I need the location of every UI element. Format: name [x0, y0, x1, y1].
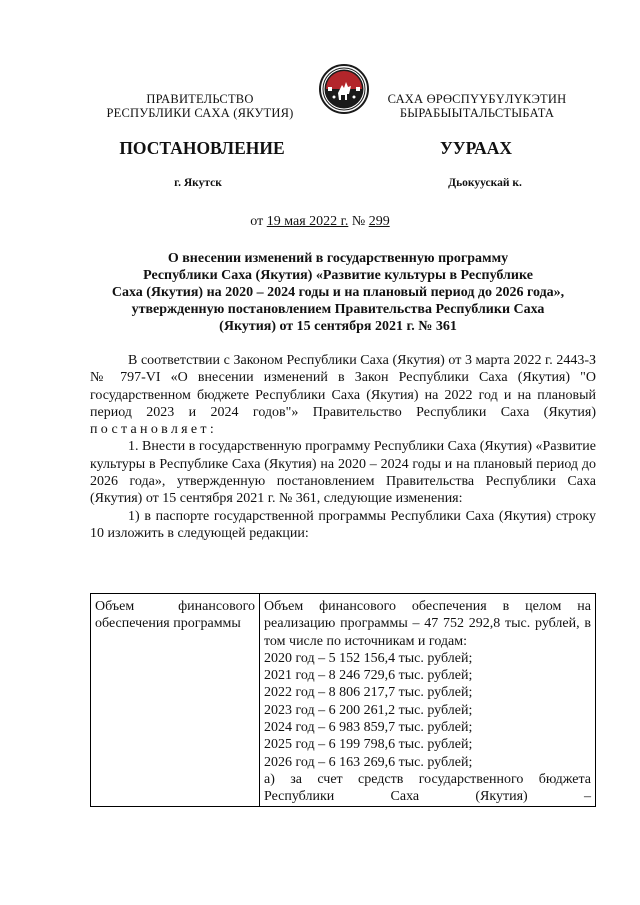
budget-source-line1: а) за счет средств государственного бюджета	[264, 771, 591, 787]
financing-table	[90, 593, 596, 807]
year-amount: 2024 год – 6 983 859,7 тыс. рублей;	[264, 720, 473, 736]
subject-line: (Якутия) от 15 сентября 2021 г. № 361	[219, 319, 457, 334]
city-yakut: Дьокуускай к.	[448, 177, 522, 189]
number-prefix: №	[351, 214, 366, 229]
header-left-line2: РЕСПУБЛИКИ САХА (ЯКУТИЯ)	[106, 106, 294, 120]
year-amount: 2020 год – 5 152 156,4 тыс. рублей;	[264, 650, 473, 666]
government-name-yakut	[372, 92, 582, 120]
document-type-russian: ПОСТАНОВЛЕНИЕ	[119, 138, 285, 158]
document-date: 19 мая 2022 г.	[266, 214, 349, 229]
table-cell-label	[91, 594, 260, 807]
date-prefix: от	[250, 214, 264, 229]
document-date-line	[0, 214, 640, 230]
document-subject	[88, 250, 588, 335]
year-amount: 2025 год – 6 199 798,6 тыс. рублей;	[264, 737, 473, 753]
preamble-text: В соответствии с Законом Республики Саха (Якутия) от 3 марта 2022 г. 2443-З № 797-VI «О внесении изменений в Закон Республики Саха (Якутия) "О государственном бюджете Республики Саха (Якутия) на 2022 год и на плановый период 2023 и 2024 годов"» Правительство Республики Саха (Якутия)	[90, 353, 596, 420]
financing-intro: Объем финансового обеспечения в целом на реализацию программы – 47 752 292,8 тыс. рублей, в том числе по источникам и годам:	[264, 599, 591, 649]
label-text: Объем финансового обеспечения программы	[95, 599, 255, 632]
document-number: 299	[368, 214, 390, 229]
subject-line: Республики Саха (Якутия) «Развитие культуры в Республике	[143, 268, 533, 283]
paragraph-item-1-1: 1) в паспорте государственной программы Республики Саха (Якутия) строку 10 изложить в следующей редакции:	[90, 508, 596, 541]
budget-source-line2: Республики Саха (Якутия) –	[264, 789, 591, 805]
subject-line: утвержденную постановлением Правительства Республики Саха	[131, 302, 545, 317]
header-right-line1: САХА ӨРӨСПҮҮБҮЛҮКЭТИН	[387, 92, 567, 106]
paragraph-preamble	[90, 352, 596, 438]
government-name-russian	[92, 92, 308, 120]
year-amount: 2021 год – 8 246 729,6 тыс. рублей;	[264, 668, 473, 684]
table-cell-content	[260, 594, 596, 807]
year-amount: 2023 год – 6 200 261,2 тыс. рублей;	[264, 702, 473, 718]
coat-of-arms-icon	[318, 63, 370, 115]
resolves-word: постановляет:	[90, 422, 218, 438]
year-amount: 2026 год – 6 163 269,6 тыс. рублей;	[264, 754, 473, 770]
table-row	[91, 594, 596, 807]
document-type-yakut: УУРААХ	[439, 138, 513, 158]
subject-line: О внесении изменений в государственную программу	[167, 251, 509, 266]
header-right-line2: БЫРАБЫЫТАЛЬСТЫБАТА	[399, 106, 555, 120]
header-left-line1: ПРАВИТЕЛЬСТВО	[146, 92, 254, 106]
city-russian: г. Якутск	[174, 177, 222, 189]
subject-line: Саха (Якутия) на 2020 – 2024 годы и на плановый период до 2026 года»,	[111, 285, 565, 300]
document-body	[90, 352, 596, 542]
paragraph-item-1: 1. Внести в государственную программу Республики Саха (Якутия) «Развитие культуры в Республике Саха (Якутия) на 2020 – 2024 годы и на плановый период до 2026 года», утвержденную постановлением Правительства Республики Саха (Якутия) от 15 сентября 2021 г. № 361, следующие изменения:	[90, 439, 596, 507]
year-amount: 2022 год – 8 806 217,7 тыс. рублей;	[264, 685, 473, 701]
